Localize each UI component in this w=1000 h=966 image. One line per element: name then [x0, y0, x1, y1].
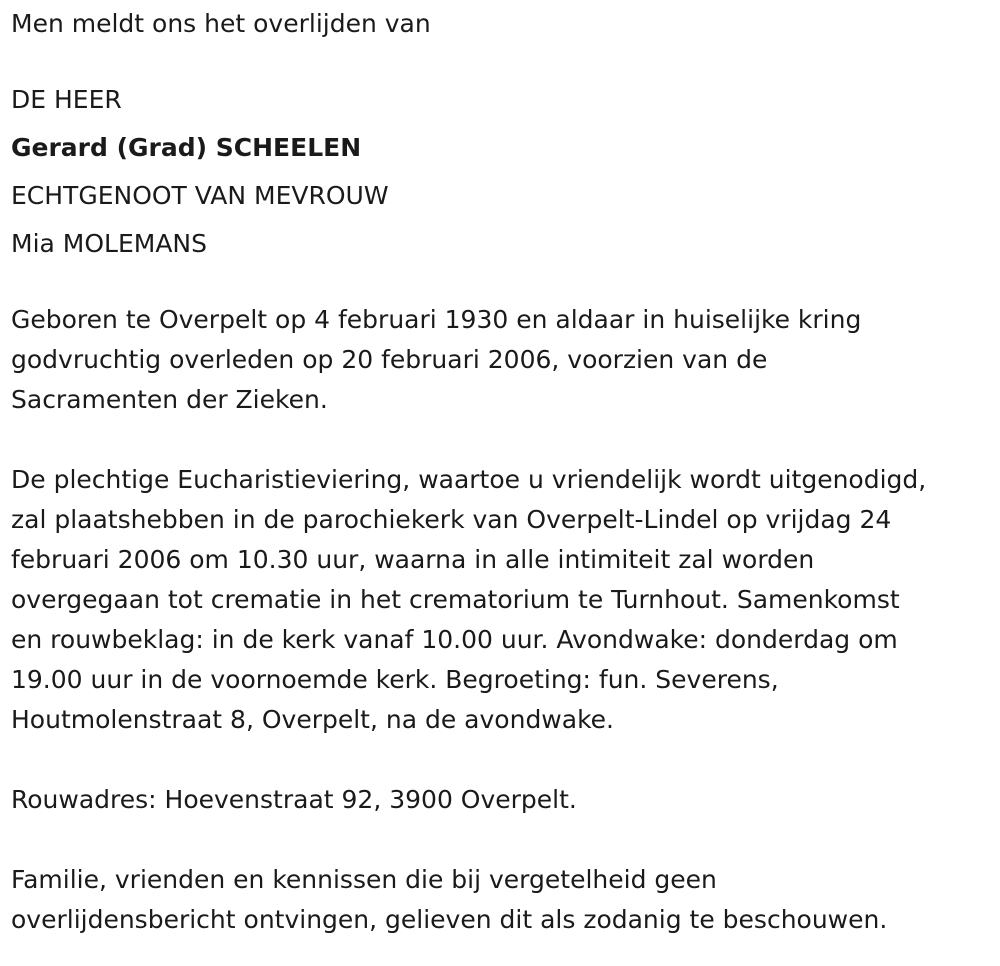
closing-paragraph [11, 860, 1000, 940]
paragraph-line: Sacramenten der Zieken. [11, 385, 328, 414]
spacer [11, 420, 1000, 460]
title-line: DE HEER [11, 85, 122, 114]
mourning-address: Rouwadres: Hoevenstraat 92, 3900 Overpelt. [11, 785, 577, 814]
deceased-name: Gerard (Grad) SCHEELEN [11, 133, 362, 162]
paragraph-line: zal plaatshebben in de parochiekerk van Overpelt-Lindel op vrijdag 24 [11, 505, 892, 534]
paragraph-line: 19.00 uur in de voornoemde kerk. Begroeting: fun. Severens, [11, 665, 779, 694]
paragraph-line: en rouwbeklag: in de kerk vanaf 10.00 uur. Avondwake: donderdag om [11, 625, 898, 654]
spacer [11, 820, 1000, 860]
spacer [11, 268, 1000, 300]
paragraph-line: godvruchtig overleden op 20 februari 2006, voorzien van de [11, 345, 768, 374]
paragraph-line: Houtmolenstraat 8, Overpelt, na de avondwake. [11, 705, 614, 734]
spouse-label: ECHTGENOOT VAN MEVROUW [11, 181, 389, 210]
birth-paragraph [11, 300, 1000, 420]
spacer [11, 740, 1000, 780]
paragraph-line: februari 2006 om 10.30 uur, waarna in alle intimiteit zal worden [11, 545, 815, 574]
paragraph-line: overlijdensbericht ontvingen, gelieven dit als zodanig te beschouwen. [11, 905, 888, 934]
spouse-name: Mia MOLEMANS [11, 229, 207, 258]
paragraph-line: overgegaan tot crematie in het crematorium te Turnhout. Samenkomst [11, 585, 900, 614]
paragraph-line: Geboren te Overpelt op 4 februari 1930 en aldaar in huiselijke kring [11, 305, 862, 334]
paragraph-line: De plechtige Eucharistieviering, waartoe u vriendelijk wordt uitgenodigd, [11, 465, 927, 494]
intro-line: Men meldt ons het overlijden van [11, 9, 431, 38]
spacer [11, 44, 1000, 76]
paragraph-line: Familie, vrienden en kennissen die bij vergetelheid geen [11, 865, 717, 894]
ceremony-paragraph [11, 460, 1000, 740]
